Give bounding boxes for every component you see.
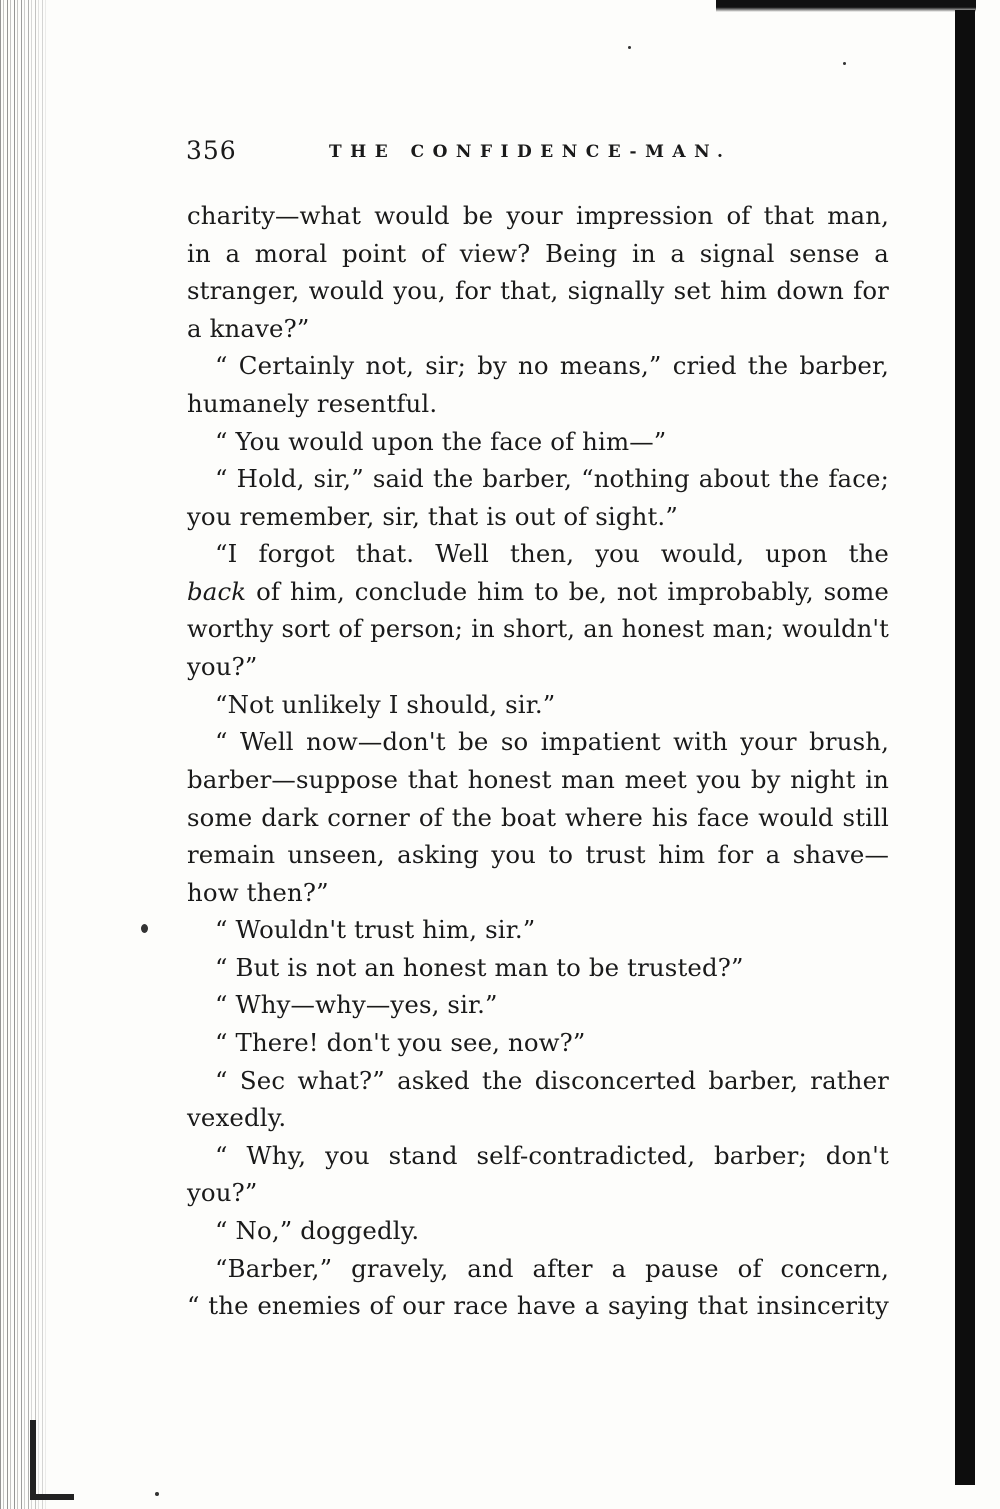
gutter-shadow bbox=[18, 0, 58, 1509]
text-line: vexedly. bbox=[187, 1103, 287, 1133]
text-line bbox=[187, 573, 889, 611]
ink-speck bbox=[628, 46, 631, 49]
page-right-edge bbox=[955, 10, 975, 1485]
text-line: you remember, sir, that is out of sight.” bbox=[187, 501, 678, 531]
text-line: “ Hold, sir,” said the barber, “nothing about the face; bbox=[215, 464, 889, 494]
text-line: charity—what would be your impression of that man, bbox=[187, 201, 889, 230]
text-line: “ There! don't you see, now?” bbox=[215, 1028, 586, 1058]
page-number: 356 bbox=[186, 136, 237, 165]
text-line: in a moral point of view? Being in a signal sense a bbox=[187, 238, 889, 268]
text-line: humanely resentful. bbox=[187, 388, 438, 418]
text-line: “ the enemies of our race have a saying that insincerity bbox=[187, 1291, 889, 1321]
page-top-edge bbox=[716, 0, 976, 12]
text-line: “Not unlikely I should, sir.” bbox=[215, 689, 556, 719]
text-line: “ Why—why—yes, sir.” bbox=[215, 990, 498, 1020]
text-line: you?” bbox=[187, 1178, 258, 1208]
text-line: “ Well now—don't be so impatient with your brush, bbox=[215, 727, 889, 757]
page-header bbox=[186, 136, 886, 172]
text-line: worthy sort of person; in short, an honest man; wouldn't bbox=[187, 614, 889, 643]
body-text bbox=[187, 197, 889, 1325]
text-line: “Barber,” gravely, and after a pause of concern, bbox=[215, 1253, 889, 1283]
ink-speck bbox=[843, 62, 846, 65]
binding-foot bbox=[34, 1494, 74, 1500]
binding-edge bbox=[30, 1420, 36, 1500]
text-line: “ Why, you stand self-contradicted, barber; don't bbox=[215, 1140, 889, 1170]
ink-speck bbox=[141, 924, 148, 933]
text-line: a knave?” bbox=[187, 313, 310, 343]
text-line: how then?” bbox=[187, 877, 329, 907]
text-line: you?” bbox=[187, 652, 258, 682]
text-line: stranger, would you, for that, signally set him down for bbox=[187, 276, 889, 306]
text-line: “ Certainly not, sir; by no means,” cried the barber, bbox=[215, 351, 889, 381]
running-title: THE CONFIDENCE-MAN. bbox=[329, 142, 732, 162]
text-line: remain unseen, asking you to trust him for a shave— bbox=[187, 840, 889, 870]
text-line: barber—suppose that honest man meet you by night in bbox=[187, 764, 889, 794]
text-line: “ You would upon the face of him—” bbox=[215, 426, 667, 456]
text-line: “ Wouldn't trust him, sir.” bbox=[215, 915, 536, 945]
text-line: “I forgot that. Well then, you would, upon the bbox=[215, 539, 889, 569]
text-line: “ Sec what?” asked the disconcerted barber, rather bbox=[215, 1065, 889, 1095]
ink-speck bbox=[155, 1492, 159, 1496]
text-line: “ No,” doggedly. bbox=[215, 1216, 420, 1246]
italic-word: back bbox=[187, 576, 247, 606]
text-line: “ But is not an honest man to be trusted?” bbox=[215, 952, 744, 982]
text-line: some dark corner of the boat where his face would still bbox=[187, 802, 889, 832]
text-line-rest: of him, conclude him to be, not improbably, some bbox=[256, 576, 889, 606]
